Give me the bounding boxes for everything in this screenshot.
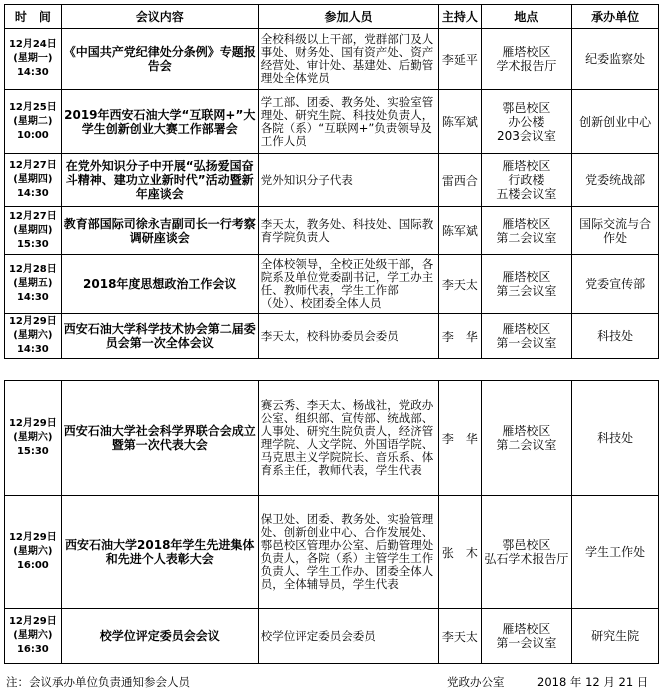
meeting-unit-text: 学生工作处 — [585, 545, 646, 559]
schedule-table-1 — [4, 4, 659, 359]
meeting-title: 2018年度思想政治工作会议 — [61, 255, 258, 314]
meeting-location-text: 雁塔校区 第一会议室 — [496, 322, 557, 350]
meeting-location-text: 雁塔校区 学术报告厅 — [496, 45, 557, 73]
time-time: 14:30 — [16, 188, 49, 199]
meeting-location — [481, 207, 572, 255]
meeting-attendees: 学工部、团委、教务处、实验室管理处、研究生院、科技处负责人，各院（系）“互联网+”负责领导及工作人员 — [258, 90, 439, 154]
meeting-attendees: 保卫处、团委、教务处、实验管理处、创新创业中心、合作发展处、鄠邑校区管理办公室、后勤管理处负责人，各院（系）主管学生工作负责人、学生工作办、团委全体人员，全体辅导员，学生代表 — [258, 496, 439, 609]
meeting-title: 教育部国际司徐永吉副司长一行考察调研座谈会 — [61, 207, 258, 255]
time-date: 12月24日 — [8, 39, 57, 50]
time-time: 15:30 — [16, 238, 49, 250]
meeting-title: 西安石油大学社会科学界联合会成立暨第一次代表大会 — [61, 381, 258, 496]
meeting-time — [5, 609, 62, 664]
meeting-time — [5, 207, 62, 255]
meeting-unit — [572, 609, 659, 664]
time-weekday: (星期四) — [13, 174, 53, 185]
meeting-title: 《中国共产党纪律处分条例》专题报告会 — [61, 29, 258, 90]
meeting-location-text: 雁塔校区 行政楼 五楼会议室 — [496, 159, 557, 201]
table-row — [5, 314, 659, 359]
time-time: 14:30 — [16, 344, 49, 355]
time-date: 12月27日 — [8, 160, 57, 171]
time-weekday: (星期六) — [13, 546, 53, 557]
meeting-host: 李天太 — [439, 255, 481, 314]
meeting-host: 李天太 — [439, 609, 481, 664]
time-weekday: (星期六) — [13, 630, 53, 641]
time-date: 12月29日 — [8, 532, 57, 543]
meeting-attendees: 全体校领导，全校正处级干部，各院系及单位党委副书记，学工办主任、教师代表，学生工作部（处）、校团委全体人员 — [258, 255, 439, 314]
meeting-time — [5, 314, 62, 359]
meeting-attendees: 党外知识分子代表 — [258, 154, 439, 207]
meeting-title: 西安石油大学2018年学生先进集体和先进个人表彰大会 — [61, 496, 258, 609]
header-time: 时 间 — [5, 5, 62, 29]
table-row — [5, 29, 659, 90]
header-location: 地点 — [481, 5, 572, 29]
table-row — [5, 609, 659, 664]
meeting-host: 李延平 — [439, 29, 481, 90]
meeting-unit-text: 创新创业中心 — [579, 114, 652, 129]
meeting-attendees: 赛云秀、李天太、杨战社，党政办公室、组织部、宣传部、统战部、人事处、研究生院负责人，经济管理学院、人文学院、外国语学院、马克思主义学院院长、音乐系、体育系主任，教师代表，学生代表 — [258, 381, 439, 496]
table-row — [5, 496, 659, 609]
time-weekday: (星期五) — [13, 278, 53, 289]
meeting-unit — [572, 154, 659, 207]
meeting-unit — [572, 29, 659, 90]
meeting-unit-text: 国际交流与合作处 — [579, 216, 652, 245]
time-weekday: (星期二) — [13, 115, 53, 127]
meeting-location-text: 雁塔校区 第二会议室 — [496, 216, 557, 245]
time-time: 14:30 — [16, 292, 49, 303]
meeting-location — [481, 255, 572, 314]
meeting-unit-text: 研究生院 — [591, 629, 640, 643]
meeting-location-text: 雁塔校区 第三会议室 — [496, 270, 557, 298]
time-time: 14:30 — [16, 67, 49, 78]
meeting-location — [481, 90, 572, 154]
meeting-unit-text: 纪委监察处 — [585, 52, 646, 66]
meeting-host: 陈军斌 — [439, 90, 481, 154]
meeting-location — [481, 381, 572, 496]
meeting-location-text: 雁塔校区 第一会议室 — [496, 622, 557, 650]
header-attendees: 参加人员 — [258, 5, 439, 29]
meeting-unit — [572, 255, 659, 314]
time-date: 12月28日 — [8, 264, 57, 275]
meeting-unit — [572, 381, 659, 496]
time-date: 12月25日 — [8, 101, 57, 113]
meeting-host: 张 木 — [439, 496, 481, 609]
meeting-location-text: 鄠邑校区 办公楼 203会议室 — [496, 100, 556, 143]
meeting-location — [481, 496, 572, 609]
meeting-location — [481, 154, 572, 207]
meeting-host: 李 华 — [439, 314, 481, 359]
meeting-host: 雷西合 — [439, 154, 481, 207]
meeting-unit-text: 科技处 — [597, 329, 634, 343]
header-content: 会议内容 — [61, 5, 258, 29]
time-date: 12月29日 — [8, 418, 57, 429]
table-row — [5, 154, 659, 207]
time-date: 12月29日 — [8, 316, 57, 327]
time-weekday: (星期一) — [13, 53, 53, 64]
footer-date: 2018 年 12 月 21 日 — [537, 675, 649, 689]
meeting-unit — [572, 314, 659, 359]
meeting-attendees: 李天太，教务处、科技处、国际教育学院负责人 — [258, 207, 439, 255]
meeting-attendees: 全校科级以上干部，党群部门及人事处、财务处、国有资产处、资产经营处、审计处、基建处、后勤管理处全体党员 — [258, 29, 439, 90]
table-row — [5, 90, 659, 154]
footer-note: 注：会议承办单位负责通知参会人员 — [6, 675, 190, 689]
time-date: 12月29日 — [8, 616, 57, 627]
meeting-unit — [572, 496, 659, 609]
meeting-unit-text: 党委统战部 — [585, 173, 646, 187]
meeting-time — [5, 90, 62, 154]
time-weekday: (星期六) — [13, 330, 53, 341]
meeting-location-text: 雁塔校区 第二会议室 — [496, 424, 557, 452]
header-row — [5, 5, 659, 29]
meeting-time — [5, 154, 62, 207]
meeting-unit — [572, 207, 659, 255]
meeting-title: 西安石油大学科学技术协会第二届委员会第一次全体会议 — [61, 314, 258, 359]
meeting-time — [5, 255, 62, 314]
meeting-time — [5, 381, 62, 496]
meeting-location — [481, 609, 572, 664]
header-unit: 承办单位 — [572, 5, 659, 29]
meeting-time — [5, 29, 62, 90]
header-host: 主持人 — [439, 5, 481, 29]
meeting-time — [5, 496, 62, 609]
meeting-title: 2019年西安石油大学“互联网+”大学生创新创业大赛工作部署会 — [61, 90, 258, 154]
time-time: 15:30 — [16, 446, 49, 457]
schedule-table-2 — [4, 380, 659, 664]
meeting-title: 在党外知识分子中开展“弘扬爱国奋斗精神、建功立业新时代”活动暨新年座谈会 — [61, 154, 258, 207]
meeting-title: 校学位评定委员会会议 — [61, 609, 258, 664]
table-row — [5, 207, 659, 255]
meeting-unit-text: 党委宣传部 — [585, 277, 646, 291]
meeting-attendees: 李天太，校科协委员会委员 — [258, 314, 439, 359]
time-time: 10:00 — [16, 129, 49, 141]
meeting-location-text: 鄠邑校区 弘石学术报告厅 — [484, 538, 569, 566]
meeting-attendees: 校学位评定委员会委员 — [258, 609, 439, 664]
meeting-location — [481, 314, 572, 359]
time-weekday: (星期四) — [13, 224, 53, 236]
time-time: 16:30 — [16, 644, 49, 655]
meeting-host: 陈军斌 — [439, 207, 481, 255]
time-weekday: (星期六) — [13, 432, 53, 443]
time-time: 16:00 — [16, 560, 49, 571]
meeting-unit — [572, 90, 659, 154]
table-row — [5, 381, 659, 496]
table-row — [5, 255, 659, 314]
meeting-location — [481, 29, 572, 90]
meeting-unit-text: 科技处 — [597, 431, 634, 445]
meeting-host: 李 华 — [439, 381, 481, 496]
footer-office: 党政办公室 — [447, 675, 505, 689]
time-date: 12月27日 — [8, 210, 57, 222]
